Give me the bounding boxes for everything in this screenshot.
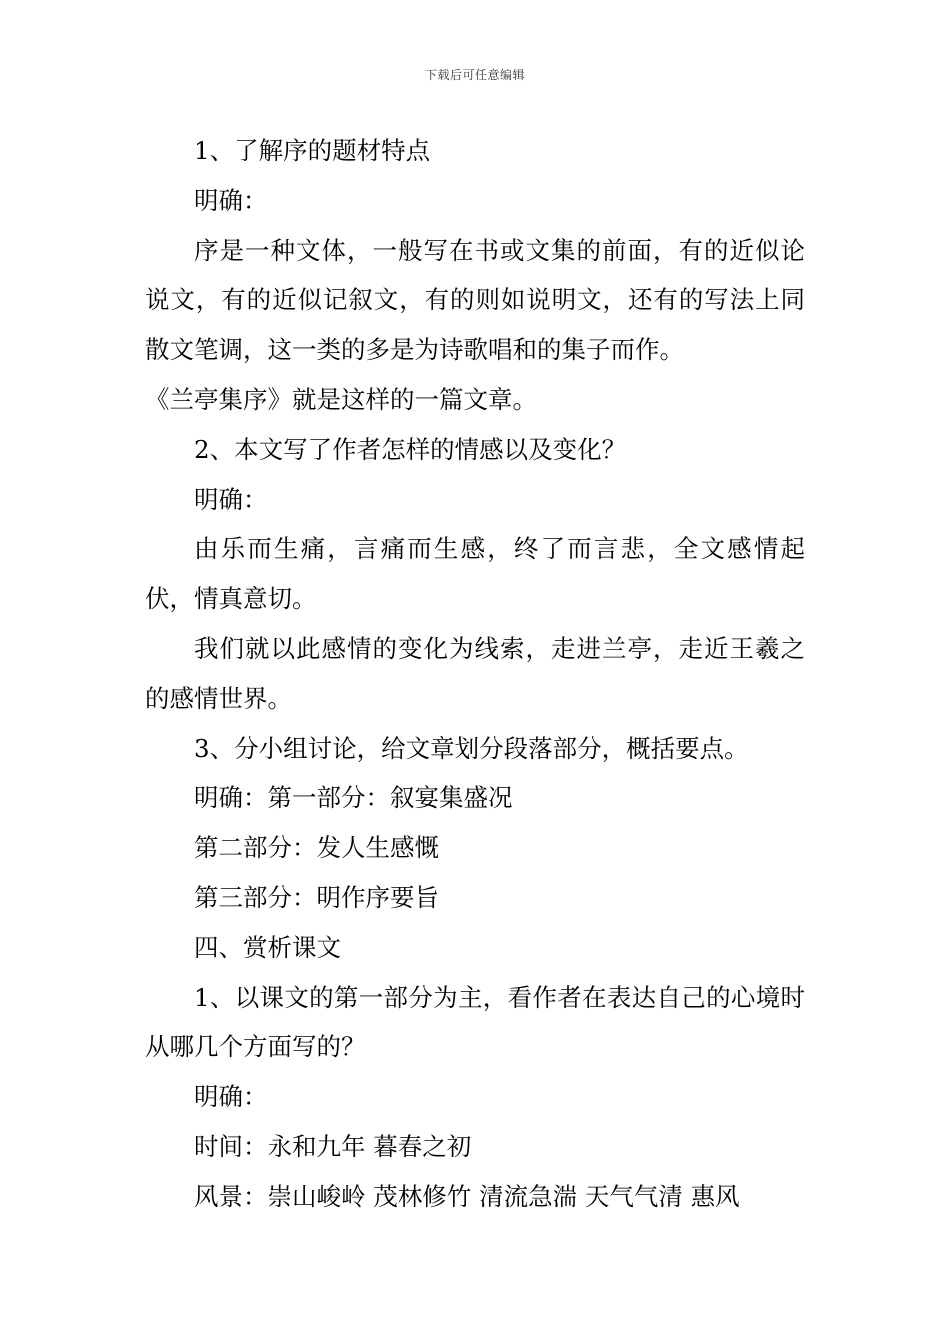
document-body <box>145 126 805 1222</box>
section-heading: 1、了解序的题材特点 <box>194 136 431 165</box>
body-paragraph: 风景：崇山峻岭 茂林修竹 清流急湍 天气气清 惠风 <box>194 1181 740 1211</box>
body-paragraph: 第三部分：明作序要旨 <box>194 882 439 912</box>
body-paragraph: 由乐而生痛，言痛而生感，终了而言悲，全文感情起伏，情真意切。 <box>145 534 805 614</box>
body-paragraph: 我们就以此感情的变化为线索，走进兰亭，走近王羲之的感情世界。 <box>145 633 805 713</box>
body-paragraph: 第二部分：发人生感慨 <box>194 833 439 863</box>
body-paragraph: 明确：第一部分：叙宴集盛况 <box>194 783 513 813</box>
body-paragraph: 《兰亭集序》就是这样的一篇文章。 <box>145 384 537 414</box>
body-paragraph: 时间：永和九年 暮春之初 <box>194 1131 472 1161</box>
answer-label: 明确： <box>194 484 268 514</box>
section-heading: 1、以课文的第一部分为主，看作者在表达自己的心境时从哪几个方面写的？ <box>145 982 805 1062</box>
section-heading: 四、赏析课文 <box>194 932 341 962</box>
answer-label: 明确： <box>194 185 268 215</box>
page-header: 下载后可任意编辑 <box>424 68 525 82</box>
section-heading: 3、分小组讨论，给文章划分段落部分，概括要点。 <box>194 733 749 763</box>
answer-label: 明确： <box>194 1082 268 1112</box>
section-heading: 2、本文写了作者怎样的情感以及变化？ <box>194 434 627 464</box>
body-paragraph: 序是一种文体，一般写在书或文集的前面，有的近似论说文，有的近似记叙文，有的则如说明文，还有的写法上同散文笔调，这一类的多是为诗歌唱和的集子而作。 <box>145 235 805 365</box>
